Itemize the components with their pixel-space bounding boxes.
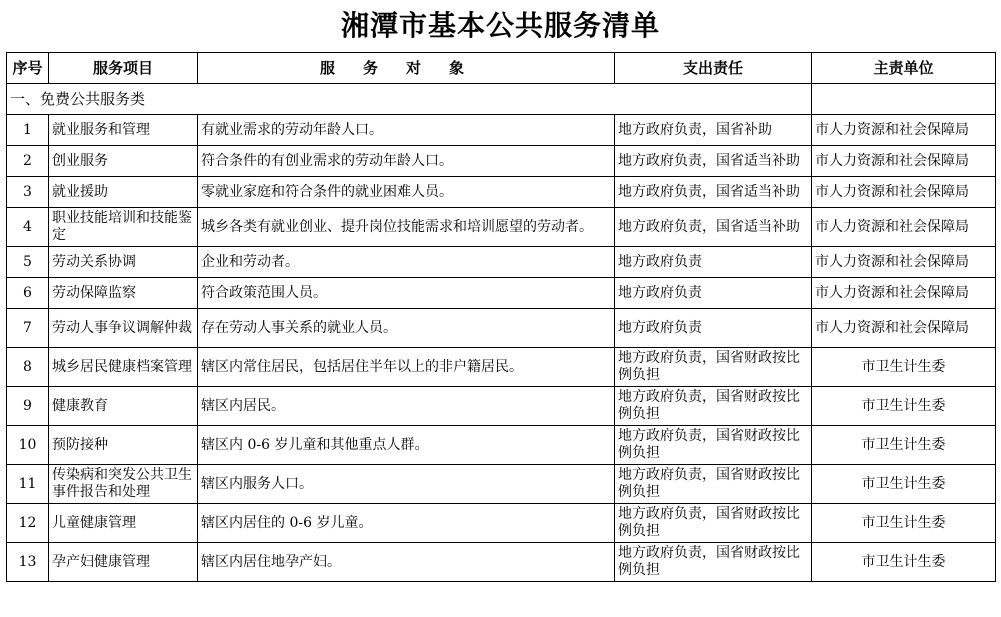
table-row [7,387,996,426]
row-responsibility: 地方政府负责 [615,247,812,278]
row-responsibility: 地方政府负责 [615,309,812,348]
row-item: 创业服务 [49,146,198,177]
row-unit: 市卫生计生委 [812,348,996,387]
page-title: 湘潭市基本公共服务清单 [340,9,660,42]
table-row [7,247,996,278]
row-target: 符合政策范围人员。 [198,278,615,309]
row-target: 有就业需求的劳动年龄人口。 [198,115,615,146]
row-responsibility: 地方政府负责，国省补助 [615,115,812,146]
table-row [7,504,996,543]
row-unit: 市人力资源和社会保障局 [812,177,996,208]
header-target: 服务对象 [198,53,615,84]
row-item: 孕产妇健康管理 [49,543,198,582]
table-row [7,309,996,348]
row-responsibility: 地方政府负责，国省财政按比例负担 [615,465,812,504]
row-no: 7 [7,309,49,348]
row-responsibility: 地方政府负责 [615,278,812,309]
table-row [7,115,996,146]
row-unit: 市人力资源和社会保障局 [812,208,996,247]
row-target: 城乡各类有就业创业、提升岗位技能需求和培训愿望的劳动者。 [198,208,615,247]
table-row [7,208,996,247]
row-unit: 市卫生计生委 [812,387,996,426]
row-responsibility: 地方政府负责，国省财政按比例负担 [615,348,812,387]
row-no: 8 [7,348,49,387]
row-responsibility: 地方政府负责，国省适当补助 [615,208,812,247]
row-item: 健康教育 [49,387,198,426]
row-target: 辖区内居住的 0-6 岁儿童。 [198,504,615,543]
row-no: 3 [7,177,49,208]
service-list-table [6,52,996,582]
section-row [7,84,996,115]
table-row [7,146,996,177]
row-unit: 市卫生计生委 [812,465,996,504]
row-item: 儿童健康管理 [49,504,198,543]
row-target: 存在劳动人事关系的就业人员。 [198,309,615,348]
row-unit: 市人力资源和社会保障局 [812,115,996,146]
table-row [7,465,996,504]
row-item: 劳动人事争议调解仲裁 [49,309,198,348]
row-unit: 市卫生计生委 [812,543,996,582]
row-no: 13 [7,543,49,582]
row-target: 辖区内 0-6 岁儿童和其他重点人群。 [198,426,615,465]
row-target: 辖区内常住居民，包括居住半年以上的非户籍居民。 [198,348,615,387]
row-no: 11 [7,465,49,504]
row-no: 9 [7,387,49,426]
row-item: 就业援助 [49,177,198,208]
row-unit: 市人力资源和社会保障局 [812,247,996,278]
table-row [7,348,996,387]
table-header-row [7,53,996,84]
row-item: 预防接种 [49,426,198,465]
table-row [7,543,996,582]
row-unit: 市人力资源和社会保障局 [812,146,996,177]
section-label: 一、免费公共服务类 [7,84,812,115]
row-responsibility: 地方政府负责，国省适当补助 [615,177,812,208]
row-target: 零就业家庭和符合条件的就业困难人员。 [198,177,615,208]
row-responsibility: 地方政府负责，国省财政按比例负担 [615,543,812,582]
row-no: 1 [7,115,49,146]
table-row [7,278,996,309]
row-target: 辖区内居民。 [198,387,615,426]
row-item: 职业技能培训和技能鉴定 [49,208,198,247]
row-unit: 市人力资源和社会保障局 [812,309,996,348]
row-item: 就业服务和管理 [49,115,198,146]
row-target: 符合条件的有创业需求的劳动年龄人口。 [198,146,615,177]
row-target: 辖区内服务人口。 [198,465,615,504]
row-no: 2 [7,146,49,177]
table-row [7,426,996,465]
row-item: 劳动保障监察 [49,278,198,309]
row-unit: 市人力资源和社会保障局 [812,278,996,309]
header-item: 服务项目 [49,53,198,84]
table-row [7,177,996,208]
row-no: 12 [7,504,49,543]
row-unit: 市卫生计生委 [812,426,996,465]
row-no: 10 [7,426,49,465]
row-item: 城乡居民健康档案管理 [49,348,198,387]
row-responsibility: 地方政府负责，国省财政按比例负担 [615,504,812,543]
row-responsibility: 地方政府负责，国省财政按比例负担 [615,426,812,465]
row-unit: 市卫生计生委 [812,504,996,543]
header-responsibility: 支出责任 [615,53,812,84]
row-item: 劳动关系协调 [49,247,198,278]
row-responsibility: 地方政府负责，国省适当补助 [615,146,812,177]
row-no: 5 [7,247,49,278]
row-target: 企业和劳动者。 [198,247,615,278]
row-item: 传染病和突发公共卫生事件报告和处理 [49,465,198,504]
header-no: 序号 [7,53,49,84]
section-empty-cell [812,84,996,115]
row-responsibility: 地方政府负责，国省财政按比例负担 [615,387,812,426]
row-no: 4 [7,208,49,247]
row-no: 6 [7,278,49,309]
header-unit: 主责单位 [812,53,996,84]
row-target: 辖区内居住地孕产妇。 [198,543,615,582]
